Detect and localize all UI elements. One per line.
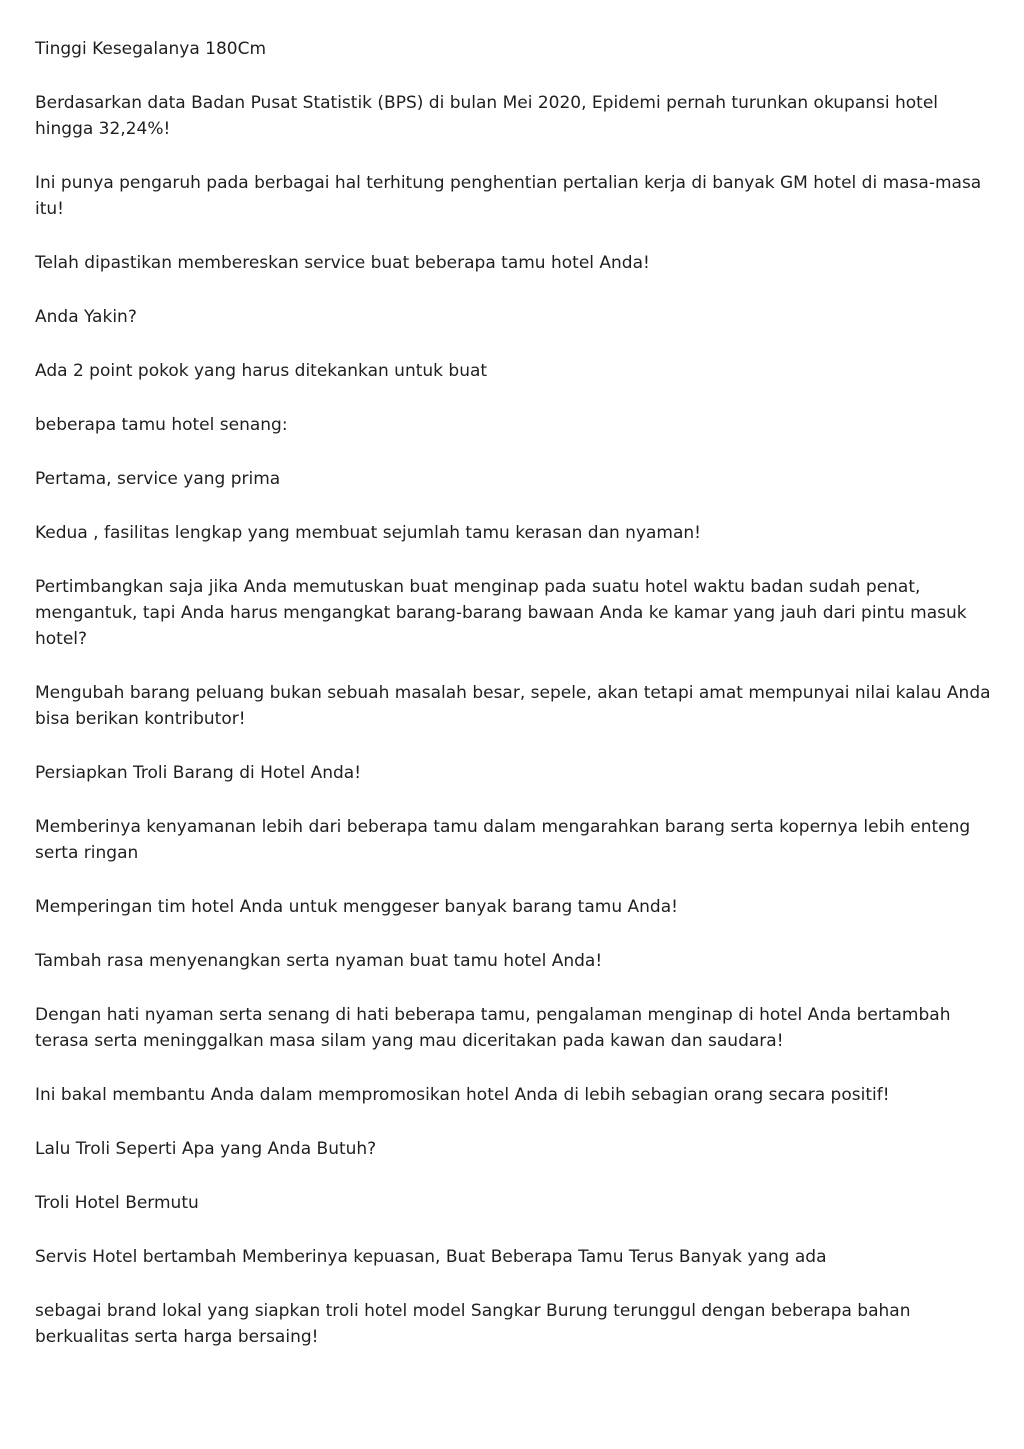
paragraph: Telah dipastikan membereskan service buat beberapa tamu hotel Anda! [35,253,650,273]
paragraph: Persiapkan Troli Barang di Hotel Anda! [35,763,362,783]
paragraph: Berdasarkan data Badan Pusat Statistik (BPS) di bulan Mei 2020, Epidemi pernah turunkan okupansi hotel hingga 32,24%! [35,93,939,139]
paragraph: Tinggi Kesegalanya 180Cm [35,39,267,59]
paragraph: Servis Hotel bertambah Memberinya kepuasan, Buat Beberapa Tamu Terus Banyak yang ada [35,1247,827,1267]
paragraph: Memperingan tim hotel Anda untuk menggeser banyak barang tamu Anda! [35,897,678,917]
document-body [35,36,995,1378]
paragraph: Kedua , fasilitas lengkap yang membuat sejumlah tamu kerasan dan nyaman! [35,523,701,543]
paragraph: Pertimbangkan saja jika Anda memutuskan buat menginap pada suatu hotel waktu badan sudah penat, mengantuk, tapi Anda harus mengangkat barang-barang bawaan Anda ke kamar yang jauh dari pintu masuk hotel? [35,577,967,649]
paragraph: Ada 2 point pokok yang harus ditekankan untuk buat [35,361,488,381]
paragraph: Tambah rasa menyenangkan serta nyaman buat tamu hotel Anda! [35,951,603,971]
paragraph: beberapa tamu hotel senang: [35,415,288,435]
paragraph: Anda Yakin? [35,307,137,327]
paragraph: Ini bakal membantu Anda dalam mempromosikan hotel Anda di lebih sebagian orang secara positif! [35,1085,890,1105]
paragraph: Lalu Troli Seperti Apa yang Anda Butuh? [35,1139,377,1159]
paragraph: Troli Hotel Bermutu [35,1193,199,1213]
paragraph: Dengan hati nyaman serta senang di hati beberapa tamu, pengalaman menginap di hotel Anda bertambah terasa serta meninggalkan masa silam yang mau diceritakan pada kawan dan saudara! [35,1005,951,1051]
paragraph: Pertama, service yang prima [35,469,281,489]
paragraph: Ini punya pengaruh pada berbagai hal terhitung penghentian pertalian kerja di banyak GM hotel di masa-masa itu! [35,173,982,219]
paragraph: Memberinya kenyamanan lebih dari beberapa tamu dalam mengarahkan barang serta kopernya lebih enteng serta ringan [35,817,971,863]
paragraph: sebagai brand lokal yang siapkan troli hotel model Sangkar Burung terunggul dengan beberapa bahan berkualitas serta harga bersaing! [35,1301,911,1347]
paragraph: Mengubah barang peluang bukan sebuah masalah besar, sepele, akan tetapi amat mempunyai nilai kalau Anda bisa berikan kontributor! [35,683,991,729]
